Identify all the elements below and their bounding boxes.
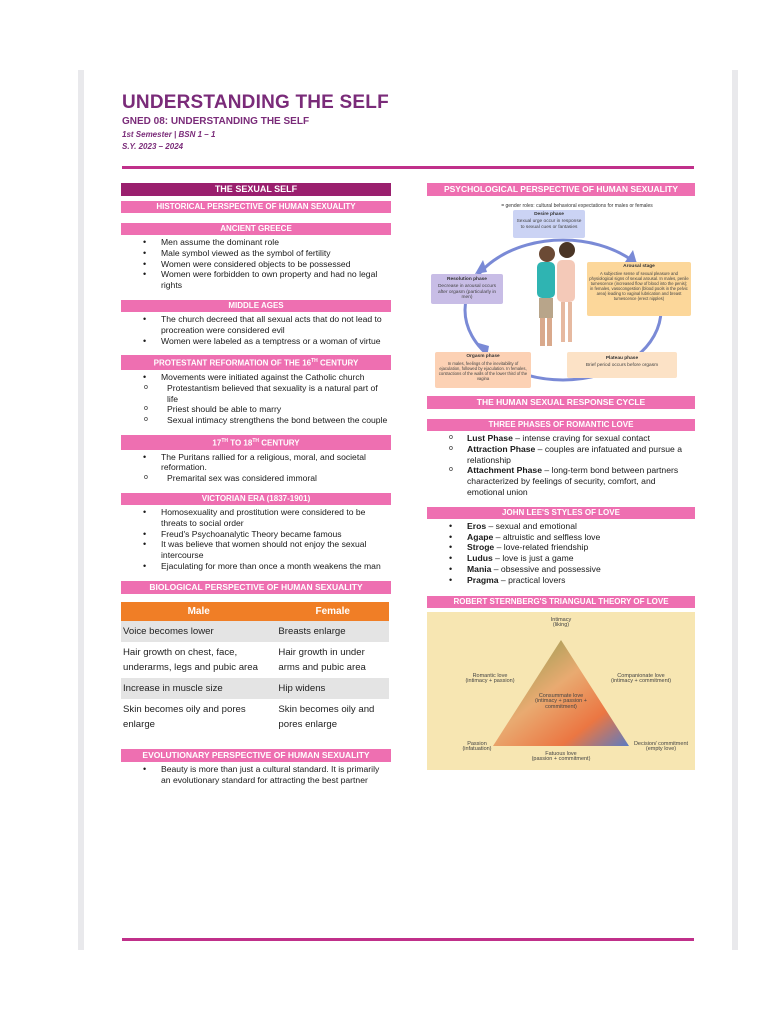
ancient-greece-list	[121, 237, 391, 291]
female-cell: Skin becomes oily and pores enlarge	[278, 703, 375, 730]
sternberg-header: ROBERT STERNBERG'S TRIANGUAL THEORY OF LOVE	[427, 596, 695, 608]
arousal-desc: A subjective sense of sexual pleasure and physiological signs of sexual arousal. In males, penile tumescence (increased flow of blood into the penis); in females, vasocongestion (blood pools in the pelvic area) leading to vaginal lubrication and breast tumescence (erect nipples)	[589, 271, 689, 301]
list-item	[427, 564, 695, 575]
historical-header: HISTORICAL PERSPECTIVE OF HUMAN SEXUALITY	[121, 201, 391, 213]
resolution-phase-box	[431, 274, 503, 304]
list-subitem: o Protestantism believed that sexuality is a natural part of life	[121, 383, 391, 405]
arousal-stage-box	[587, 262, 691, 316]
list-item	[427, 553, 695, 564]
list-item: • Women were labeled as a temptress or a woman of virtue	[121, 336, 391, 347]
header-text: CENTURY	[317, 359, 359, 369]
top-divider	[122, 166, 694, 169]
desc: – sexual and emotional	[486, 520, 577, 531]
male-cell: Voice becomes lower	[121, 621, 276, 642]
list-item: • Homosexuality and prostitution were considered to be threats to social order	[121, 507, 391, 529]
victorian-header: VICTORIAN ERA (1837-1901)	[121, 493, 391, 505]
ancient-greece-header: ANCIENT GREECE	[121, 223, 391, 235]
romantic-love-list	[427, 433, 695, 498]
right-column	[427, 183, 695, 770]
header-sup: TH	[252, 438, 259, 445]
left-column	[121, 183, 391, 785]
plateau-desc: Brief period occurs before orgasm	[585, 363, 659, 368]
plateau-title: Plateau phase	[605, 356, 639, 361]
sexual-response-cycle-figure	[427, 202, 695, 392]
list-item: • It was believe that women should not enjoy the sexual intercourse	[121, 539, 391, 561]
plateau-phase-box	[567, 352, 677, 378]
table-row	[121, 699, 389, 735]
psychological-header: PSYCHOLOGICAL PERSPECTIVE OF HUMAN SEXUALITY	[427, 183, 695, 196]
desc: – long-term bond between partners characterized by feelings of security, comfort, and emotional union	[467, 465, 679, 497]
semester: 1st Semester | BSN 1 – 1	[122, 130, 216, 139]
male-column-header: Male	[121, 602, 276, 621]
bottom-divider	[122, 938, 694, 941]
label-sub: (intimacy + passion)	[465, 678, 515, 685]
header-sup: TH	[311, 358, 318, 365]
table-row	[121, 621, 389, 642]
list-item	[427, 444, 695, 466]
middle-ages-list	[121, 314, 391, 346]
desc: – couples are infatuated and pursue a relationship	[467, 443, 682, 465]
list-subitem: o Premarital sex was considered immoral	[121, 473, 391, 484]
list-item	[427, 433, 695, 444]
page-shadow-right	[732, 70, 738, 950]
list-item: • Movements were initiated against the Catholic church	[121, 372, 391, 383]
label-text: Passion	[467, 740, 487, 747]
term: Lust Phase	[467, 433, 513, 443]
list-item: • Women were forbidden to own property and had no legal rights	[121, 269, 391, 291]
label-sub: (infatuation)	[462, 746, 492, 753]
romantic-love-header: THREE PHASES OF ROMANTIC LOVE	[427, 419, 695, 431]
course-code: GNED 08: UNDERSTANDING THE SELF	[122, 116, 310, 127]
arousal-title: Arousal stage	[623, 264, 655, 269]
male-cell: Increase in muscle size	[121, 678, 276, 699]
desc: – love-related friendship	[494, 542, 589, 553]
label-text: Companionate love	[617, 672, 665, 679]
list-subitem: o Sexual intimacy strengthens the bond between the couple	[121, 415, 391, 426]
response-cycle-caption: THE HUMAN SEXUAL RESPONSE CYCLE	[427, 396, 695, 409]
male-cell: Skin becomes oily and pores enlarge	[123, 703, 246, 730]
table-row	[121, 642, 389, 678]
orgasm-phase-box	[435, 352, 531, 388]
century-header	[121, 435, 391, 450]
biological-table	[121, 602, 389, 735]
list-item: • Men assume the dominant role	[121, 237, 391, 248]
term: Ludus	[467, 553, 493, 564]
header-text: TO 18	[228, 438, 253, 448]
intimacy-label	[537, 618, 585, 629]
resolution-title: Resolution phase	[447, 277, 487, 282]
document-page	[84, 70, 732, 950]
term: Agape	[467, 531, 494, 542]
list-item	[427, 465, 695, 497]
header-text: PROTESTANT REFORMATION OF THE 16	[153, 359, 312, 369]
term: Pragma	[467, 574, 499, 585]
label-sub: (passion + commitment)	[531, 756, 591, 763]
desire-desc: Sexual urge occur in response to sexual cues or fantasies	[516, 219, 582, 230]
biological-header: BIOLOGICAL PERSPECTIVE OF HUMAN SEXUALITY	[121, 581, 391, 594]
lee-styles-header: JOHN LEE'S STYLES OF LOVE	[427, 507, 695, 519]
desc: – intense craving for sexual contact	[512, 433, 650, 443]
table-header-row	[121, 602, 389, 621]
desire-title: Desire phase	[534, 212, 564, 217]
protestant-header	[121, 355, 391, 370]
term: Attachment Phase	[467, 465, 542, 476]
romantic-love-label	[457, 674, 523, 685]
list-item	[427, 575, 695, 586]
desc: – practical lovers	[498, 574, 566, 585]
female-cell: Hip widens	[276, 678, 389, 699]
list-item: • Beauty is more than just a cultural standard. It is primarily an evolutionary standard for attracting the best partner	[121, 764, 391, 786]
label-text: Decision/ commitment	[633, 740, 689, 747]
consummate-love-label	[531, 694, 591, 711]
list-item: • The Puritans rallied for a religious, moral, and societal reformation.	[121, 452, 391, 474]
label-sub: (liking)	[552, 622, 570, 629]
label-text: Fatuous love	[545, 750, 577, 757]
label-text: Intimacy	[550, 616, 572, 623]
orgasm-title: Orgasm phase	[466, 354, 500, 359]
victorian-list	[121, 507, 391, 572]
couple-illustration	[537, 242, 575, 346]
label-sub: (intimacy + commitment)	[610, 678, 672, 685]
term: Mania	[467, 563, 492, 574]
term: Eros	[467, 520, 487, 531]
list-item: • Women were considered objects to be possessed	[121, 259, 391, 270]
desc: – love is just a game	[492, 553, 574, 564]
list-subitem: o Priest should be able to marry	[121, 404, 391, 415]
middle-ages-header: MIDDLE AGES	[121, 300, 391, 312]
female-cell: Breasts enlarge	[276, 621, 389, 642]
list-item	[427, 542, 695, 553]
term: Attraction Phase	[467, 443, 536, 454]
gender-roles-note: = gender roles: cultural behavioral expectations for males or females	[501, 203, 653, 209]
evolutionary-list	[121, 764, 391, 786]
resolution-desc: Decrease in arousal occurs after orgasm (particularly in men)	[437, 284, 497, 301]
header-sup: TH	[221, 438, 228, 445]
lee-styles-list	[427, 521, 695, 586]
desire-phase-box	[513, 210, 585, 238]
protestant-list	[121, 372, 391, 426]
desc: – altruistic and selfless love	[493, 531, 601, 542]
desc: – obsessive and possessive	[491, 563, 601, 574]
label-text: Consummate love	[538, 692, 584, 699]
fatuous-love-label	[523, 752, 599, 763]
century-list	[121, 452, 391, 484]
label-sub: (empty love)	[645, 746, 677, 753]
female-column-header: Female	[276, 602, 389, 621]
triangular-theory-figure	[427, 612, 695, 770]
male-cell: Hair growth on chest, face, underarms, legs and pubic area	[123, 646, 258, 673]
list-item	[427, 532, 695, 543]
header-text: 17	[212, 438, 222, 448]
list-item	[427, 521, 695, 532]
decision-commitment-label	[633, 742, 689, 753]
header-text: CENTURY	[258, 438, 300, 448]
list-item: • The church decreed that all sexual acts that do not lead to procreation were considered evil	[121, 314, 391, 336]
companionate-love-label	[601, 674, 681, 685]
list-item: • Ejaculating for more than once a month weakens the man	[121, 561, 391, 572]
evolutionary-header: EVOLUTIONARY PERSPECTIVE OF HUMAN SEXUALITY	[121, 749, 391, 762]
page-title: UNDERSTANDING THE SELF	[122, 92, 389, 113]
sexual-self-header: THE SEXUAL SELF	[121, 183, 391, 196]
list-item: • Male symbol viewed as the symbol of fertility	[121, 248, 391, 259]
school-year: S.Y. 2023 – 2024	[122, 142, 184, 151]
table-row	[121, 678, 389, 699]
label-text: Romantic love	[472, 672, 508, 679]
orgasm-desc: In males, feelings of the inevitability of ejaculation, followed by ejaculation. In females, contractions of the walls of the lower third of the vagina	[438, 361, 528, 381]
term: Stroge	[467, 542, 495, 553]
label-sub: (intimacy + passion + commitment)	[535, 698, 587, 710]
passion-label	[455, 742, 499, 753]
female-cell: Hair growth in under arms and pubic area	[278, 646, 366, 673]
list-item: • Freud's Psychoanalytic Theory became famous	[121, 529, 391, 540]
